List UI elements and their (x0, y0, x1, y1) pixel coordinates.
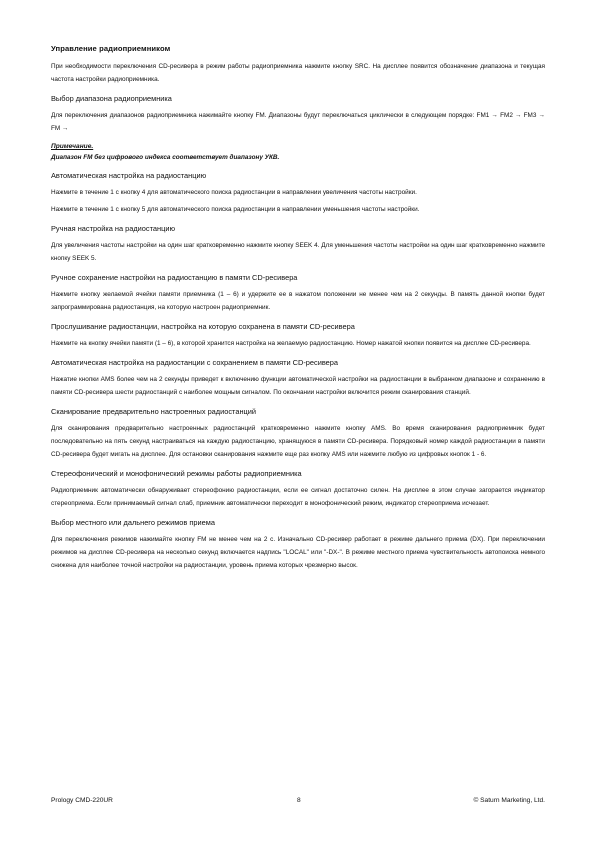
section-heading: Выбор диапазона радиоприемника (51, 94, 172, 103)
section-heading: Автоматическая настройка на радиостанции с сохранением в памяти CD-ресивера (51, 358, 339, 367)
section-paragraph: Нажмите кнопку желаемой ячейки памяти приемника (1 – 6) и удержите ее в нажатом положении не менее чем на 2 секунды. В память данной кнопки будет запрограммирована радиостанция, на которую настроен радиоприемник. (51, 291, 545, 311)
footer-page-number: 8 (297, 797, 301, 804)
note-text: Диапазон FM без цифрового индекса соответствует диапазону УКВ. (51, 154, 280, 161)
document-body (51, 44, 545, 580)
section-heading: Ручная настройка на радиостанцию (51, 224, 176, 233)
section-paragraph: Нажмите в течение 1 с кнопку 5 для автоматического поиска радиостанции в направлении уменьшения частоты настройки. (51, 206, 420, 213)
section-heading: Ручное сохранение настройки на радиостанцию в памяти CD-ресивера (51, 273, 298, 282)
footer-copyright: © Saturn Marketing, Ltd. (473, 797, 545, 804)
section-heading: Прослушивание радиостанции, настройка на которую сохранена в памяти CD-ресивера (51, 322, 355, 331)
section-heading: Стереофонический и монофонический режимы работы радиоприемника (51, 469, 302, 478)
section-paragraph: Для сканирования предварительно настроенных радиостанций кратковременно нажмите кнопку AMS. Во время сканирования радиоприемник будет последовательно на пять секунд настраиваться на каждую радиостанцию, хранящуюся в памяти CD-ресивера. Порядковый номер каждой радиостанции в памяти CD-ресивера будет мигать на дисплее. Для остановки сканирования нажмите еще раз кнопку AMS или нажмите любую из цифровых кнопок 1 - 6. (51, 425, 545, 458)
section-paragraph: Нажмите на кнопку ячейки памяти (1 – 6), в которой хранится настройка на желаемую радиостанцию. Номер нажатой кнопки появится на дисплее CD-ресивера. (51, 340, 531, 347)
page-title: Управление радиоприемником (51, 44, 171, 53)
sections-container (51, 94, 545, 580)
footer-product-name: Prology CMD-220UR (51, 797, 113, 804)
section-paragraph: Радиоприемник автоматически обнаруживает стереофонию радиостанции, если ее сигнал достаточно силен. На дисплее в этом случае загорается индикатор стереоприема. Если принимаемый сигнал слаб, приемник автоматически переходит в монофонический режим, индикатор стереоприема исчезает. (51, 487, 545, 507)
section-paragraph: Для переключения режимов нажимайте кнопку FM не менее чем на 2 с. Изначально CD-ресивер работает в режиме дальнего приема (DX). При переключении режимов на дисплее CD-ресивера на несколько секунд включается надпись "LOCAL" или "-DX-". В режиме местного приема чувствительность автопоиска немного снижена для наиболее точной настройки на радиостанции, уровень приема которых чрезмерно высок. (51, 536, 545, 569)
note-label: Примечание. (51, 143, 94, 150)
intro-paragraph: При необходимости переключения CD-ресивера в режим работы радиоприемника нажмите кнопку SRC. На дисплее появится обозначение диапазона и текущая частота настройки радиоприемника. (51, 63, 545, 83)
page-footer (51, 797, 545, 807)
section-paragraph: Для переключения диапазонов радиоприемника нажимайте кнопку FM. Диапазоны будут переключаться циклически в следующем порядке: FM1 → FM2 → FM3 → FM → (51, 112, 545, 132)
section-heading: Автоматическая настройка на радиостанцию (51, 171, 207, 180)
section-paragraph: Для увеличения частоты настройки на один шаг кратковременно нажмите кнопку SEEK 4. Для уменьшения частоты настройки на один шаг кратковременно нажмите кнопку SEEK 5. (51, 242, 545, 262)
section-heading: Сканирование предварительно настроенных радиостанций (51, 407, 257, 416)
spacer (51, 576, 545, 580)
section-paragraph: Нажатие кнопки AMS более чем на 2 секунды приведет к включению функции автоматической настройки на радиостанции в выбранном диапазоне и сохранению в памяти CD-ресивера шести радиостанций с наиболее мощным сигналом. По окончании настройки включится режим сканирования станций. (51, 376, 545, 396)
section-heading: Выбор местного или дальнего режимов приема (51, 518, 215, 527)
section-paragraph: Нажмите в течение 1 с кнопку 4 для автоматического поиска радиостанции в направлении увеличения частоты настройки. (51, 189, 417, 196)
